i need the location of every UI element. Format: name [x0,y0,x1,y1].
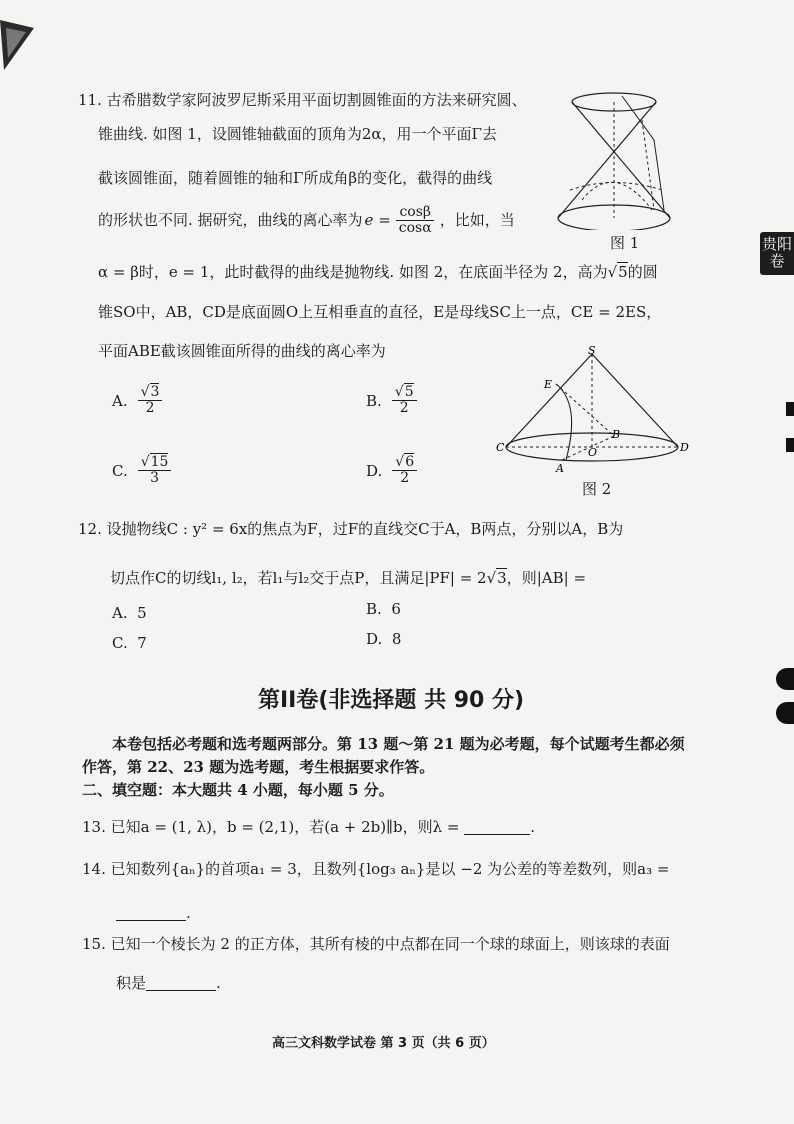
side-tab [760,232,794,275]
option-value: 6 [391,600,401,618]
figure1-caption: 图 1 [610,234,640,252]
option-label: B. [366,391,382,410]
q13 [82,818,535,835]
edge-mark-2 [786,438,794,452]
option-num: 15 [150,454,169,470]
edge-dot-2 [776,702,794,724]
side-tab-line1: 贵阳 [761,235,792,253]
option-label: A. [112,604,128,622]
label-S: S [588,344,596,357]
q11-line5-tail: 的圆 [627,263,658,281]
option-den: 2 [145,400,155,417]
q11-option-d [366,455,420,487]
edge-dot-1 [776,668,794,690]
q14-line1: 14. 已知数列{aₙ}的首项a₁ = 3，且数列{log₃ aₙ}是以 −2 为公差的等差数列，则a₃ = [82,860,670,878]
side-tab-line2: 卷 [769,252,785,271]
q13-end: . [530,818,536,836]
option-num: 6 [405,454,415,470]
edge-mark-1 [786,402,794,416]
fill-in-header: 二、填空题：本大题共 4 小题，每小题 5 分。 [82,781,394,799]
option-value: 5 [137,604,147,622]
option-label: C. [112,461,128,480]
q12-option-c [112,636,147,651]
figure1-cone [552,90,680,230]
q15-line2-text: 积是 [116,974,147,992]
q11-option-b [366,385,420,417]
q11-line6: 锥SO中，AB，CD是底面圆O上互相垂直的直径，E是母线SC上一点，CE = 2ES， [98,303,662,321]
option-value: 8 [391,630,402,648]
q15-answer-blank[interactable] [146,974,216,991]
label-E: E [544,378,553,391]
q12-line1: 12. 设抛物线C : y² = 6x的焦点为F，过F的直线交C于A，B两点，分别以A，B为 [78,520,624,538]
q11-line2: 锥曲线. 如图 1，设圆锥轴截面的顶角为2α，用一个平面Γ去 [98,125,497,143]
option-label: D. [366,630,383,648]
figure2-cone [496,344,690,476]
section2-intro2: 作答，第 22、23 题为选考题，考生根据要求作答。 [82,758,435,776]
label-O: O [588,446,598,459]
q11-line7: 平面ABE截该圆锥面所得的曲线的离心率为 [98,342,386,360]
q13-text: 13. 已知a = (1, λ)，b = (2,1)，若(a + 2b)∥b，则λ = [82,818,460,836]
q15-line2 [116,974,221,991]
option-label: A. [112,391,128,410]
corner-ornament [0,20,36,72]
figure2-caption: 图 2 [582,480,612,498]
q11-line5: α = β时，e = 1，此时截得的曲线是抛物线. 如图 2，在底面半径为 2，高为√5的圆 [98,263,658,281]
page-footer: 高三文科数学试卷 第 3 页（共 6 页） [272,1036,495,1051]
option-num: 5 [404,384,414,400]
option-fraction: $\frac{√6}{2}$ [392,455,417,487]
eccentricity-eq: e = [364,211,391,230]
option-value: 7 [137,634,147,652]
q11-option-c [112,455,174,487]
q12-option-d [366,632,401,647]
label-D: D [680,441,689,454]
q12-line2: 切点作C的切线l₁, l₂，若l₁与l₂交于点P，且满足|PF| = 2√3，则|AB| = [110,569,587,587]
sqrt5: 5 [618,263,628,281]
q11-line4-tail: ，比如，当 [439,211,515,230]
option-num: 3 [150,384,160,400]
option-den: 3 [150,470,160,487]
q14-answer-blank[interactable] [116,904,186,921]
label-A: A [556,462,564,475]
option-label: D. [366,461,383,480]
label-C: C [496,441,505,454]
q11-line5-text: α = β时，e = 1，此时截得的曲线是抛物线. 如图 2，在底面半径为 2，高为 [98,263,608,281]
eccentricity-fraction [396,205,435,237]
q12-option-b [366,602,401,617]
q15-line1: 15. 已知一个棱长为 2 的正方体，其所有棱的中点都在同一个球的球面上，则该球的表面 [82,935,670,953]
q11-line4 [98,205,515,237]
label-B: B [612,428,621,441]
section2-intro1: 本卷包括必考题和选考题两部分。第 13 题～第 21 题为必考题，每个试题考生都必须 [112,735,685,753]
q11-line4-text: 的形状也不同. 据研究，曲线的离心率为 [98,211,363,230]
option-den: 2 [399,400,409,417]
q14-line2 [116,904,191,921]
frac-num: cosβ [396,205,434,221]
q13-answer-blank[interactable] [464,818,530,835]
option-label: C. [112,634,128,652]
option-label: B. [366,600,382,618]
option-fraction: $\frac{√15}{3}$ [138,455,172,487]
q11-option-a [112,385,165,417]
q15-end: . [216,974,221,992]
option-fraction: $\frac{√3}{2}$ [138,385,163,417]
frac-den: cosα [398,220,432,237]
q12-line2-text: 切点作C的切线l₁, l₂，若l₁与l₂交于点P，且满足|PF| = 2 [110,569,487,587]
sqrt3: 3 [497,569,507,587]
option-den: 2 [400,470,410,487]
section2-title: 第II卷(非选择题 共 90 分) [258,688,525,713]
option-fraction: $\frac{√5}{2}$ [392,385,417,417]
q14-end: . [186,904,191,922]
q11-line3: 截该圆锥面，随着圆锥的轴和Γ所成角β的变化，截得的曲线 [98,169,493,187]
q12-line2-tail: ，则|AB| = [506,569,587,587]
q11-line1: 11. 古希腊数学家阿波罗尼斯采用平面切割圆锥面的方法来研究圆、 [78,91,527,109]
q12-option-a [112,606,147,621]
